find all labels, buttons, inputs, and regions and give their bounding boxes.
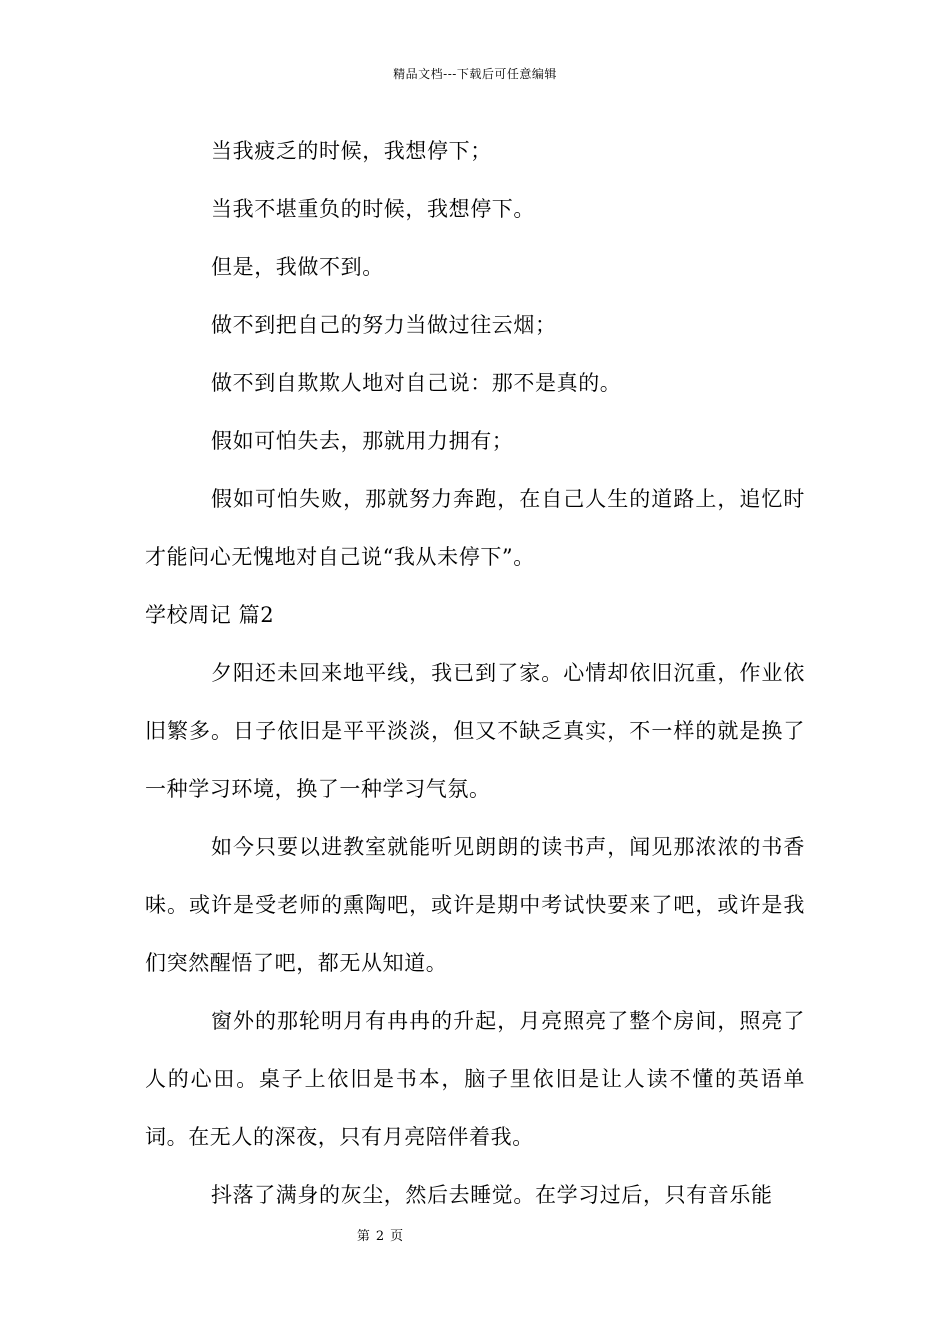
paragraph: 假如可怕失去，那就用力拥有； — [211, 429, 514, 453]
paragraph: 抖落了满身的灰尘，然后去睡觉。在学习过后，只有音乐能 — [211, 1183, 773, 1207]
paragraph: 但是，我做不到。 — [211, 255, 384, 279]
paragraph: 当我疲乏的时候，我想停下； — [211, 139, 492, 163]
paragraph: 当我不堪重负的时候，我想停下。 — [211, 197, 535, 221]
page-footer — [0, 1229, 760, 1245]
paragraph: 窗外的那轮明月有冉冉的升起，月亮照亮了整个房间，照亮了人的心田。桌子上依旧是书本，脑子里依旧是让人读不懂的英语单词。在无人的深夜，只有月亮陪伴着我。 — [145, 1009, 805, 1149]
paragraph: 夕阳还未回来地平线，我已到了家。心情却依旧沉重，作业依旧繁多。日子依旧是平平淡淡，但又不缺乏真实，不一样的就是换了一种学习环境，换了一种学习气氛。 — [145, 661, 805, 801]
section-heading: 学校周记 篇2 — [145, 603, 275, 627]
page-number-suffix: 页 — [390, 1229, 404, 1244]
paragraph: 如今只要以进教室就能听见朗朗的读书声，闻见那浓浓的书香味。或许是受老师的熏陶吧，或许是期中考试快要来了吧，或许是我们突然醒悟了吧，都无从知道。 — [145, 835, 805, 975]
paragraph: 做不到把自己的努力当做过往云烟； — [211, 313, 557, 337]
paragraph: 假如可怕失败，那就努力奔跑，在自己人生的道路上，追忆时才能问心无愧地对自己说“我从未停下”。 — [145, 487, 805, 569]
document-body — [145, 122, 805, 1224]
page-header: 精品文档---下载后可任意编辑 — [393, 67, 557, 81]
page-number: 2 — [375, 1229, 385, 1244]
page-number-prefix: 第 — [356, 1229, 370, 1244]
paragraph: 做不到自欺欺人地对自己说：那不是真的。 — [211, 371, 622, 395]
